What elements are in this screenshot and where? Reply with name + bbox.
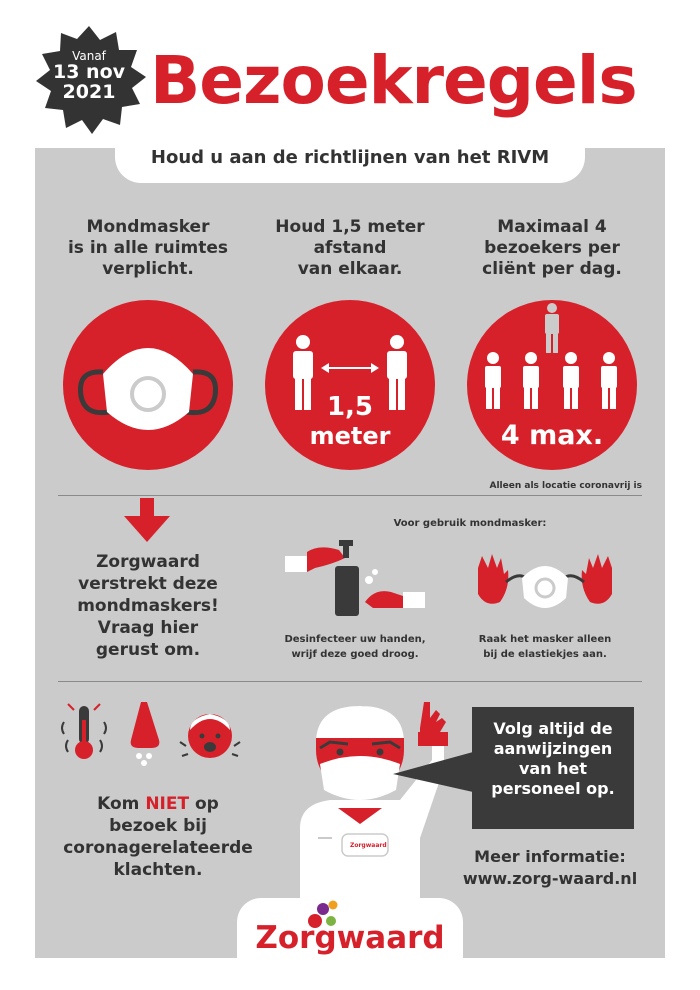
symptoms-text: Kom NIET op bezoek bij coronagerelateerde klachten. (63, 794, 253, 880)
instructions-bubble: Volg altijd de aanwijzingen van het personeel op. (472, 707, 634, 829)
zorgwaard-logo: Zorgwaard (255, 920, 445, 956)
badge-date: 13 nov (52, 60, 126, 83)
runny-nose-icon (123, 700, 167, 770)
face-mask-icon (63, 300, 233, 470)
rule-distance-heading: Houd 1,5 meter afstand van elkaar. (275, 217, 425, 279)
rule-mask-heading: Mondmasker is in alle ruimtes verplicht. (67, 217, 229, 279)
rule-visitors-heading: Maximaal 4 bezoekers per cliënt per dag. (482, 217, 622, 279)
name-tag-text: Zorgwaard (350, 842, 387, 849)
coughing-face-icon (178, 702, 242, 766)
disinfect-text: Desinfecteer uw handen, wrijf deze goed droog. (284, 634, 426, 660)
before-use-label: Voor gebruik mondmasker: (393, 518, 547, 529)
distance-circle (265, 300, 435, 470)
mask-circle (63, 300, 233, 470)
rivm-subtitle: Houd u aan de richtlijnen van het RIVM (115, 133, 585, 183)
arrow-down-icon (124, 498, 170, 542)
distance-unit: meter (309, 422, 391, 450)
date-badge (30, 22, 148, 140)
niet-emphasis: NIET (145, 794, 190, 814)
speech-bubble-pointer (393, 752, 475, 798)
badge-from: Vanaf (72, 49, 106, 63)
more-info (445, 846, 655, 890)
page-title: Bezoekregels (150, 42, 637, 119)
mask-supply-text: Zorgwaard verstrekt deze mondmaskers! Vraag hier gerust om. (77, 552, 219, 660)
divider (58, 495, 642, 496)
badge-year: 2021 (62, 80, 116, 103)
thermometer-icon (58, 700, 110, 764)
hand-sanitizer-icon (285, 538, 425, 618)
website-link[interactable]: www.zorg-waard.nl (462, 869, 638, 888)
hands-mask-icon (470, 548, 620, 618)
distance-value: 1,5 (326, 392, 374, 422)
touch-elastic-text: Raak het masker alleen bij de elastiekjes aan. (478, 634, 612, 660)
divider (58, 681, 642, 682)
location-note: Alleen als locatie coronavrij is (489, 481, 642, 491)
visitors-circle (467, 300, 637, 470)
max-label: 4 max. (500, 420, 604, 451)
more-info-label: Meer informatie: (474, 847, 626, 866)
